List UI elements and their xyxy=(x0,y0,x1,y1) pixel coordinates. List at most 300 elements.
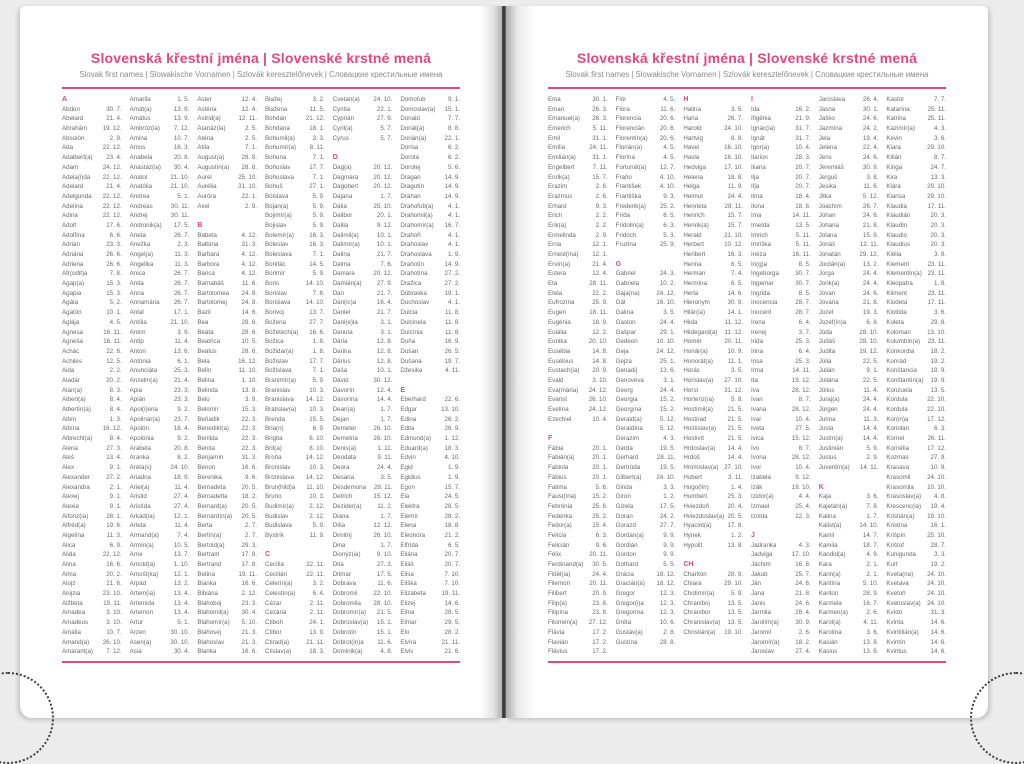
nameday-date: 15. 2. xyxy=(659,406,676,413)
nameday-date: 19. 1. xyxy=(444,289,461,297)
nameday-date: 5. 8. xyxy=(730,396,744,404)
name-column xyxy=(130,95,190,657)
nameday-date: 8. 3. xyxy=(109,386,122,394)
name-entry xyxy=(265,618,325,628)
name-entry xyxy=(886,599,946,609)
nameday-date: 7. 12. xyxy=(106,648,122,656)
name-entry xyxy=(683,114,743,124)
nameday-date: 20. 1. xyxy=(592,454,608,462)
nameday-date: 17. 2. xyxy=(592,638,608,646)
name-label: Inéza xyxy=(751,251,767,258)
nameday-date: 26. 3. xyxy=(592,105,608,113)
nameday-date: 4. 3. xyxy=(798,541,811,549)
nameday-date: 27. 4. xyxy=(795,648,811,656)
name-entry xyxy=(333,376,393,386)
nameday-date: 21. 11. xyxy=(306,638,325,646)
name-entry xyxy=(197,434,257,444)
name-entry xyxy=(886,444,946,454)
name-entry xyxy=(400,444,460,454)
nameday-date: 18. 4. xyxy=(173,425,190,433)
nameday-date: 18. 8. xyxy=(727,173,744,181)
nameday-date: 1. 4. xyxy=(730,483,744,491)
name-label: Bibiána xyxy=(197,590,218,598)
name-entry xyxy=(265,483,325,493)
name-label: Kaja xyxy=(818,493,832,501)
name-entry xyxy=(130,221,190,231)
name-entry xyxy=(616,211,676,221)
nameday-date: 20. 7. xyxy=(444,551,461,559)
name-entry xyxy=(548,512,608,522)
name-label: Kvído xyxy=(886,609,903,617)
name-label: Flavián xyxy=(548,638,568,646)
name-entry xyxy=(62,134,122,144)
name-label: Emil xyxy=(548,134,561,142)
name-label: Alžbeta xyxy=(62,599,83,607)
nameday-date: 19. 11. xyxy=(103,599,122,607)
name-label: Krišpín xyxy=(886,531,906,539)
nameday-date: 3. 10. xyxy=(106,619,122,627)
name-entry xyxy=(548,260,608,270)
nameday-date: 25. 3. xyxy=(795,338,811,346)
name-label: Jarolím(a) xyxy=(751,619,779,627)
name-entry xyxy=(130,192,190,202)
name-entry xyxy=(333,444,393,454)
name-label: Ivan xyxy=(751,396,763,404)
name-label: Belo xyxy=(197,396,210,404)
nameday-date: 21. 10. xyxy=(170,173,190,181)
name-entry xyxy=(333,182,393,192)
name-entry xyxy=(197,444,257,454)
nameday-date: 3. 3. xyxy=(312,134,325,142)
name-label: Dalimír(a) xyxy=(332,241,360,249)
name-label: Gréta xyxy=(615,619,632,627)
name-entry xyxy=(819,366,879,376)
section-letter xyxy=(683,560,743,570)
name-label: Kara xyxy=(818,561,832,568)
nameday-date: 4. 5. xyxy=(663,96,676,103)
name-label: Horst xyxy=(683,386,699,394)
nameday-date: 25. 3. xyxy=(727,493,744,501)
name-label: Erik(a) xyxy=(548,221,567,229)
nameday-date: 27. 12. xyxy=(588,619,608,627)
nameday-date: 22. 3. xyxy=(795,512,811,520)
nameday-date: 17. 11. xyxy=(927,202,947,210)
name-label: Bojan(a) xyxy=(265,202,289,210)
nameday-date: 1. 9. xyxy=(447,473,461,481)
name-entry xyxy=(548,483,608,493)
name-label: Eusébius xyxy=(548,357,574,365)
nameday-date: 16. 3. xyxy=(309,231,325,239)
name-entry xyxy=(616,269,676,279)
name-entry xyxy=(333,134,393,144)
name-entry xyxy=(751,444,811,454)
name-label: Blažena xyxy=(265,105,288,113)
name-entry xyxy=(197,647,257,657)
name-label: Koleta xyxy=(886,318,904,326)
name-label: Benita xyxy=(197,444,215,452)
name-entry xyxy=(751,298,811,308)
name-entry xyxy=(616,502,676,512)
nameday-date: 26. 10. xyxy=(373,435,393,443)
name-entry xyxy=(751,337,811,347)
nameday-date: 1. 8. xyxy=(312,347,325,355)
name-label: Jonatán xyxy=(818,251,841,258)
nameday-date: 3. 2. xyxy=(312,580,325,588)
name-label: Edmund(a) xyxy=(400,435,431,443)
nameday-date: 5. 12. xyxy=(659,425,676,433)
name-label: Bohumír(a) xyxy=(265,144,296,152)
nameday-date: 23. 3. xyxy=(173,386,190,394)
name-label: Julián xyxy=(818,367,835,375)
name-label: Alina xyxy=(62,561,76,568)
name-label: Jozef xyxy=(818,309,834,317)
name-label: Deodata xyxy=(332,454,357,462)
nameday-date: 14. 11. xyxy=(792,212,811,220)
nameday-date: 18. 12. xyxy=(656,580,676,588)
nameday-date: 20. 5. xyxy=(727,512,744,520)
nameday-date: 19. 2. xyxy=(930,561,947,568)
nameday-date: 10. 7. xyxy=(106,628,122,636)
name-label: Gustína xyxy=(615,638,638,646)
name-label: Havel xyxy=(683,144,700,152)
name-entry xyxy=(62,308,122,318)
nameday-date: 20. 7. xyxy=(795,183,811,191)
name-label: Iľja xyxy=(751,183,760,191)
name-label: Alexej xyxy=(62,493,79,501)
name-entry xyxy=(548,231,608,241)
name-label: Júlia xyxy=(818,357,832,365)
name-entry xyxy=(819,114,879,124)
nameday-date: 26. 7. xyxy=(173,231,190,239)
name-entry xyxy=(130,328,190,338)
name-entry xyxy=(130,308,190,318)
name-entry xyxy=(548,182,608,192)
nameday-date: 23. 3. xyxy=(173,396,190,404)
nameday-date: 20. 5. xyxy=(241,512,258,520)
name-label: Dorián(a) xyxy=(400,134,427,142)
name-label: Jaromír(a) xyxy=(751,638,780,646)
nameday-date: 5. 9. xyxy=(312,212,325,220)
diary-spread xyxy=(20,6,988,718)
name-label: Dalila xyxy=(332,221,349,229)
name-label: Ilarion xyxy=(751,154,768,162)
name-label: Dušana xyxy=(400,357,422,365)
name-label: Jens xyxy=(818,154,832,162)
name-entry xyxy=(886,357,946,367)
name-label: Jeremiáš xyxy=(818,163,844,171)
name-entry xyxy=(333,541,393,551)
nameday-date: 16. 11. xyxy=(103,338,122,346)
nameday-date: 19. 11. xyxy=(441,590,461,598)
name-entry xyxy=(130,143,190,153)
name-label: Irena xyxy=(751,318,766,326)
nameday-date: 7. 1. xyxy=(312,154,325,162)
nameday-date: 21. 5. xyxy=(727,435,744,443)
nameday-date: 13. 5. xyxy=(930,386,947,394)
name-entry xyxy=(400,492,460,502)
name-label: Detrich xyxy=(332,493,353,501)
name-entry xyxy=(819,105,879,115)
nameday-date: 28. 12. xyxy=(791,406,811,413)
nameday-date: 30. 7. xyxy=(795,270,811,278)
name-label: Genadij xyxy=(615,367,637,375)
name-label: Evelína xyxy=(548,406,569,413)
name-label: Georgia xyxy=(615,396,638,404)
nameday-date: 15. 3. xyxy=(241,406,258,413)
name-entry xyxy=(400,424,460,434)
name-label: Dean(a) xyxy=(332,406,356,413)
nameday-date: 14. 6. xyxy=(241,309,258,317)
name-entry xyxy=(683,202,743,212)
name-entry xyxy=(886,405,946,415)
name-label: Judáš xyxy=(818,338,836,346)
nameday-date: 28. 8. xyxy=(241,154,258,162)
name-label: Filibert xyxy=(548,590,567,598)
name-entry xyxy=(62,453,122,463)
name-label: Fridolín(a) xyxy=(615,221,644,229)
name-label: Dária xyxy=(332,338,348,346)
name-label: Jela xyxy=(818,134,831,142)
name-entry xyxy=(333,473,393,483)
name-entry xyxy=(886,153,946,163)
name-entry xyxy=(400,95,460,105)
name-entry xyxy=(62,153,122,163)
name-label: Konkordia xyxy=(886,347,915,355)
nameday-date: 5. 9. xyxy=(866,444,879,452)
name-entry xyxy=(683,444,743,454)
name-entry xyxy=(400,231,460,241)
empty-row xyxy=(683,647,743,657)
name-entry xyxy=(616,240,676,250)
name-entry xyxy=(548,560,608,570)
name-entry xyxy=(819,308,879,318)
name-label: Eva(mária) xyxy=(548,386,579,394)
name-label: Agapia xyxy=(62,289,82,297)
nameday-date: 21. 8. xyxy=(862,299,879,307)
name-entry xyxy=(683,269,743,279)
nameday-date: 8. 5. xyxy=(798,289,811,297)
nameday-date: 12. 1. xyxy=(173,512,190,520)
name-entry xyxy=(616,463,676,473)
name-entry xyxy=(197,521,257,531)
name-entry xyxy=(130,531,190,541)
name-entry xyxy=(265,289,325,299)
name-entry xyxy=(265,357,325,367)
name-entry xyxy=(400,502,460,512)
name-label: Absolón xyxy=(62,134,85,142)
nameday-date: 25. 7. xyxy=(795,570,811,578)
name-label: Krasava xyxy=(886,464,910,472)
name-label: Erazim xyxy=(548,183,568,191)
name-label: Kiara xyxy=(886,144,901,152)
nameday-date: 27. 3. xyxy=(376,561,393,568)
name-label: Jerguš xyxy=(818,173,838,181)
name-label: In(g)a xyxy=(751,260,768,268)
name-entry xyxy=(683,231,743,241)
name-label: Felícia xyxy=(548,531,567,539)
nameday-date: 30. 9. xyxy=(727,299,744,307)
section-letter xyxy=(751,531,811,541)
name-entry xyxy=(683,541,743,551)
empty-row xyxy=(819,473,879,483)
name-label: Alfréd(a) xyxy=(62,522,86,530)
name-entry xyxy=(265,599,325,609)
name-entry xyxy=(62,502,122,512)
name-label: Edita xyxy=(400,425,415,433)
nameday-date: 13. 10. xyxy=(927,328,947,336)
name-entry xyxy=(751,628,811,638)
name-entry xyxy=(819,289,879,299)
name-label: Kira xyxy=(886,173,898,181)
name-entry xyxy=(197,579,257,589)
name-entry xyxy=(819,318,879,328)
name-label: Florencia xyxy=(615,115,642,123)
nameday-date: 18. 9. xyxy=(173,473,190,481)
nameday-date: 22. 3. xyxy=(241,415,258,423)
name-label: Džesika xyxy=(400,367,423,375)
name-label: Anton xyxy=(129,347,146,355)
name-entry xyxy=(197,279,257,289)
name-entry xyxy=(400,250,460,260)
name-label: Adrián xyxy=(62,241,80,249)
name-entry xyxy=(130,560,190,570)
nameday-date: 8. 7. xyxy=(798,444,811,452)
name-label: Kalist(a) xyxy=(818,522,842,530)
name-entry xyxy=(400,357,460,367)
name-label: Gordián xyxy=(615,541,638,549)
name-label: Klodeta xyxy=(886,299,908,307)
nameday-date: 4. 12. xyxy=(241,231,258,239)
nameday-date: 3. 5. xyxy=(663,309,676,317)
name-entry xyxy=(616,298,676,308)
name-entry xyxy=(751,124,811,134)
nameday-date: 14. 6. xyxy=(727,289,744,297)
nameday-date: 20. 8. xyxy=(173,154,190,162)
name-entry xyxy=(400,240,460,250)
section-letter xyxy=(333,153,393,163)
nameday-date: 14. 10. xyxy=(305,280,325,288)
nameday-date: 10. 4. xyxy=(592,415,608,423)
name-entry xyxy=(130,105,190,115)
name-entry xyxy=(683,357,743,367)
section-letter-label: A xyxy=(62,96,68,103)
name-label: Hedviga xyxy=(683,163,707,171)
nameday-date: 21. 10. xyxy=(724,231,744,239)
nameday-date: 24. 12. xyxy=(588,406,608,413)
nameday-date: 13. 6. xyxy=(659,367,676,375)
name-entry xyxy=(548,279,608,289)
name-label: Anežka xyxy=(129,241,151,249)
nameday-date: 4. 9. xyxy=(866,551,879,559)
name-entry xyxy=(616,415,676,425)
nameday-date: 27. 10. xyxy=(724,376,744,384)
nameday-date: 6. 2. xyxy=(447,144,461,152)
name-label: Bazil xyxy=(197,309,211,317)
name-entry xyxy=(62,550,122,560)
name-entry xyxy=(265,395,325,405)
name-entry xyxy=(751,608,811,618)
name-label: Belina xyxy=(197,376,215,384)
name-entry xyxy=(548,221,608,231)
name-label: Kordula xyxy=(886,396,908,404)
name-label: Elma xyxy=(400,609,415,617)
name-label: Kvintilián(a) xyxy=(886,628,919,636)
nameday-date: 16. 3. xyxy=(727,251,744,258)
nameday-date: 5. 9. xyxy=(312,202,325,210)
name-entry xyxy=(886,260,946,270)
name-entry xyxy=(265,163,325,173)
nameday-date: 12. 2. xyxy=(592,328,608,336)
nameday-date: 20. 1. xyxy=(592,473,608,481)
name-label: Júda xyxy=(818,328,833,336)
name-entry xyxy=(265,308,325,318)
nameday-date: 26. 9. xyxy=(444,425,461,433)
name-label: Hana xyxy=(683,115,699,123)
name-label: Eugénia xyxy=(548,318,571,326)
nameday-date: 2. 1. xyxy=(866,570,879,578)
name-label: Darina xyxy=(332,347,351,355)
name-entry xyxy=(886,279,946,289)
name-entry xyxy=(616,366,676,376)
nameday-date: 12. 3. xyxy=(659,599,676,607)
name-label: Félix xyxy=(548,551,562,559)
name-entry xyxy=(548,105,608,115)
nameday-date: 28. 9. xyxy=(727,570,744,578)
name-label: Ermelinda xyxy=(548,231,576,239)
name-entry xyxy=(548,521,608,531)
name-label: Ernest(ína) xyxy=(548,251,579,258)
nameday-date: 15. 1. xyxy=(376,628,393,636)
name-label: Jana xyxy=(751,590,765,598)
name-entry xyxy=(751,192,811,202)
name-label: Ivor xyxy=(751,464,762,472)
nameday-date: 18. 2. xyxy=(241,493,258,501)
nameday-date: 20. 5. xyxy=(241,502,258,510)
name-label: Gabriela xyxy=(615,280,640,288)
section-letter xyxy=(683,95,743,105)
name-entry xyxy=(751,589,811,599)
name-entry xyxy=(751,279,811,289)
nameday-date: 6. 3. xyxy=(663,221,676,229)
name-entry xyxy=(62,124,122,134)
name-entry xyxy=(548,308,608,318)
nameday-date: 17. 2. xyxy=(592,628,608,636)
nameday-date: 4. 12. xyxy=(241,260,258,268)
name-label: Ilona xyxy=(751,202,765,210)
name-entry xyxy=(62,570,122,580)
name-label: Kilián xyxy=(886,154,902,162)
name-entry xyxy=(683,512,743,522)
name-entry xyxy=(819,347,879,357)
nameday-date: 13. 7. xyxy=(309,309,325,317)
nameday-date: 11. 3. xyxy=(174,260,190,268)
nameday-date: 18. 2. xyxy=(930,347,947,355)
name-label: Hyacint(a) xyxy=(683,522,712,530)
nameday-date: 7. 7. xyxy=(447,115,461,123)
name-entry xyxy=(197,114,257,124)
nameday-date: 21. 3. xyxy=(241,638,258,646)
name-entry xyxy=(616,124,676,134)
name-label: Anunciáta xyxy=(129,367,158,375)
name-label: Koloman xyxy=(886,328,911,336)
name-label: Elektra xyxy=(400,502,420,510)
name-label: Adalbert(a) xyxy=(62,154,93,162)
nameday-date: 1. 11. xyxy=(377,444,393,452)
name-label: Amát(a) xyxy=(129,105,152,113)
name-label: Dárius xyxy=(332,357,351,365)
name-entry xyxy=(333,589,393,599)
name-label: Auróra xyxy=(197,192,216,200)
